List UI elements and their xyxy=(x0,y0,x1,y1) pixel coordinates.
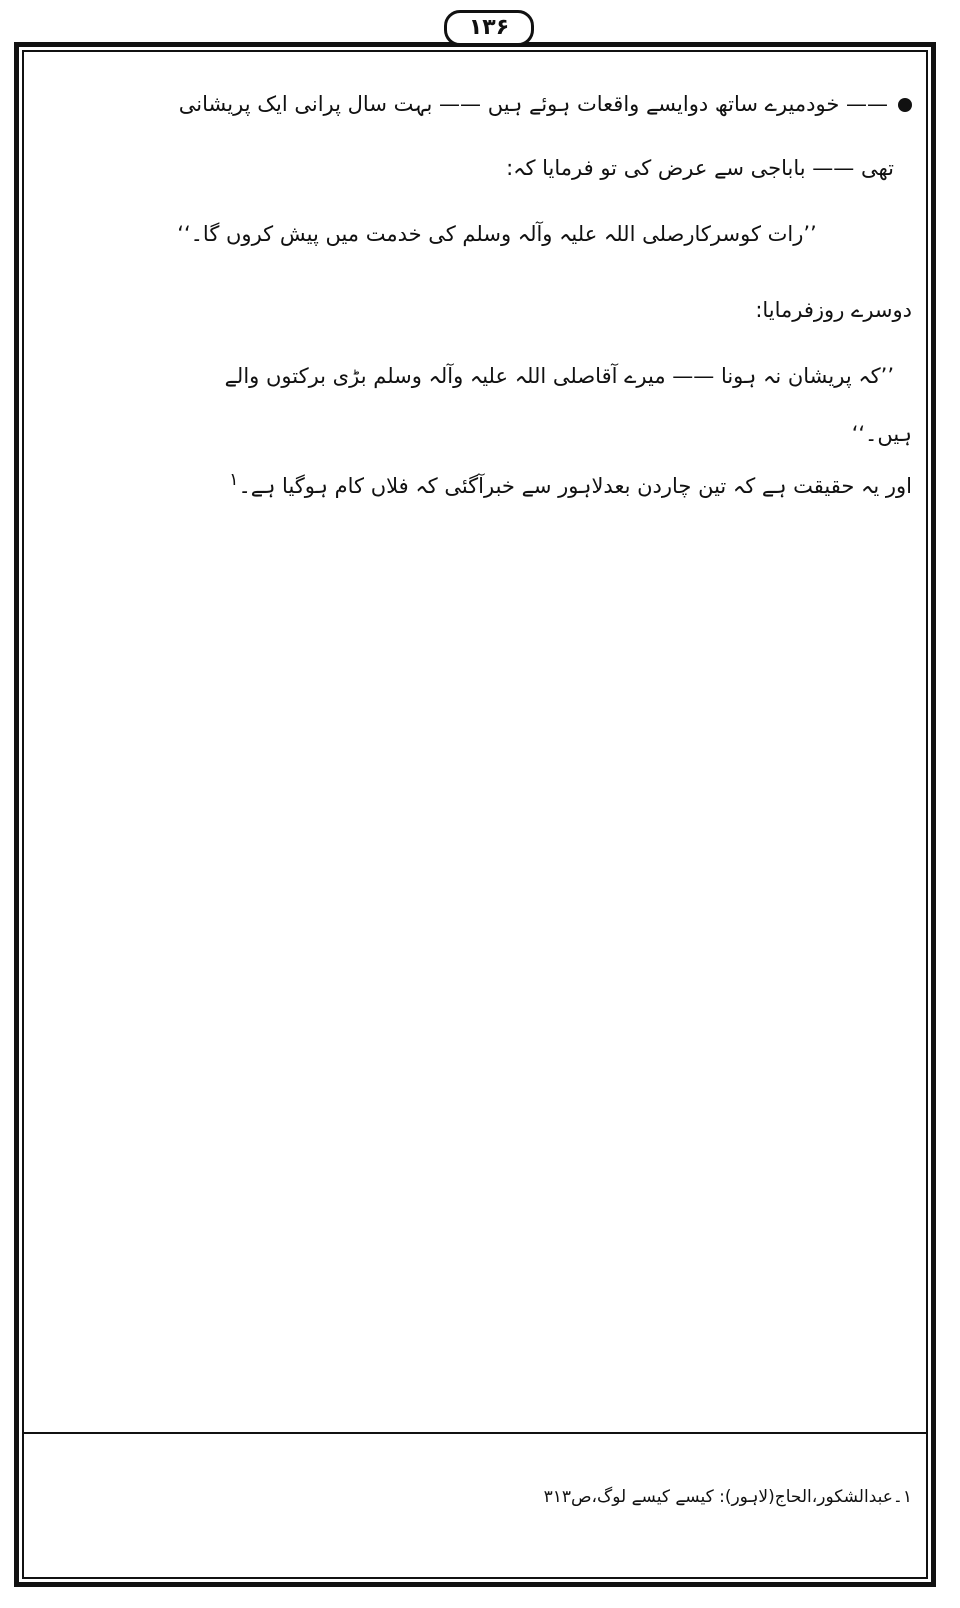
bullet-icon xyxy=(898,98,912,112)
footnote-divider xyxy=(22,1432,928,1434)
quotation: ’’کہ پریشان نہ ہونا —— میرے آقاصلی اللہ علیہ وآلہ وسلم بڑی برکتوں والے xyxy=(224,364,894,388)
paragraph-line: دوسرے روزفرمایا: xyxy=(755,298,912,322)
quotation: ’’رات کوسرکارصلی اللہ علیہ وآلہ وسلم کی خدمت میں پیش کروں گا۔‘‘ xyxy=(177,222,817,246)
paragraph-line: تھی —— باباجی سے عرض کی تو فرمایا کہ: xyxy=(506,156,894,180)
footnote: ۱۔عبدالشکور،الحاج(لاہور): کیسے کیسے لوگ،ص۳۱۳ xyxy=(543,1487,912,1507)
paragraph-text: —— خودمیرے ساتھ دوایسے واقعات ہوئے ہیں —— بہت سال پرانی ایک پریشانی xyxy=(178,92,888,116)
quotation-end: ہیں۔‘‘ xyxy=(851,422,912,446)
paragraph-text: اور یہ حقیقت ہے کہ تین چاردن بعدلاہور سے خبرآگئی کہ فلاں کام ہوگیا ہے۔ xyxy=(238,474,912,498)
body-text xyxy=(42,84,912,506)
footnote-reference: ۱ xyxy=(229,470,239,490)
paragraph-line xyxy=(42,460,912,506)
page-number: ۱۳۶ xyxy=(444,10,534,46)
paragraph-line xyxy=(42,84,912,148)
